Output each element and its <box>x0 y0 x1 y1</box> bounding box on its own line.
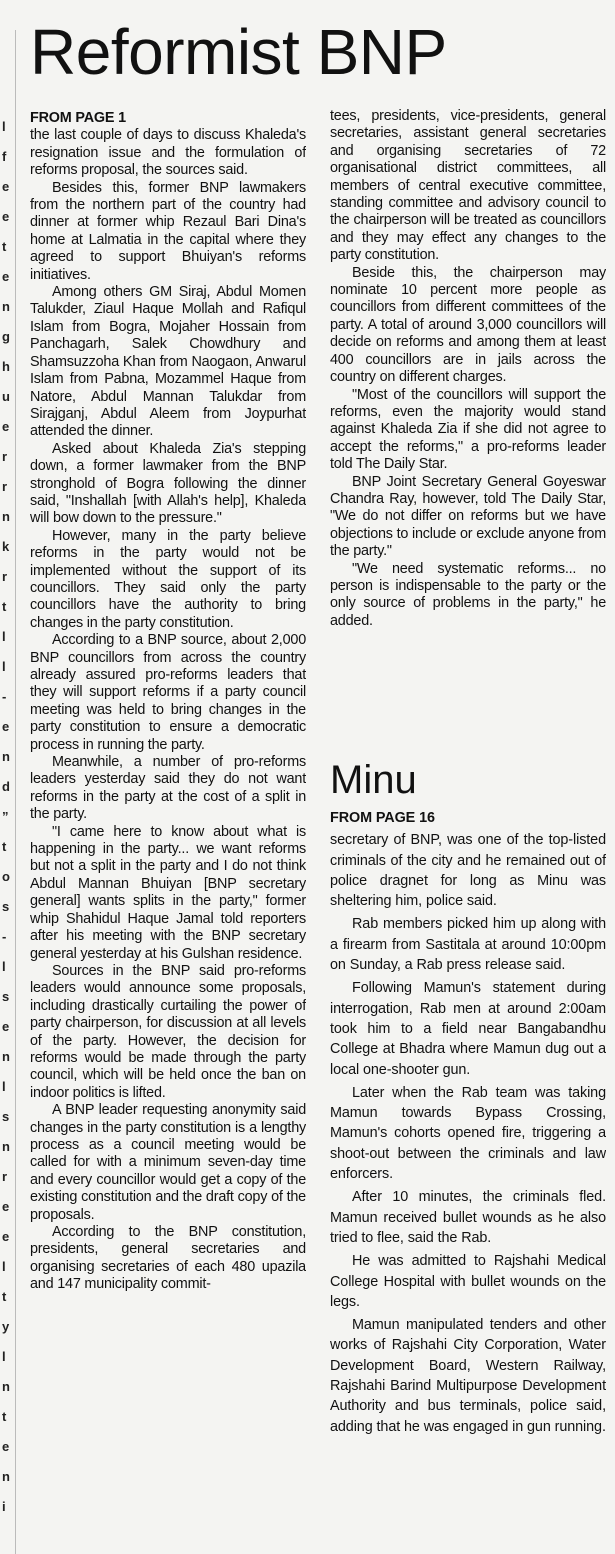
fragment-letter: l <box>2 1349 6 1364</box>
fragment-letter: e <box>2 1229 10 1244</box>
fragment-letter: r <box>2 569 8 584</box>
fragment-letter: t <box>2 239 7 254</box>
fragment-letter: n <box>2 1379 10 1394</box>
fragment-letter: u <box>2 389 10 404</box>
paragraph: He was admitted to Rajshahi Medical College Hospital with bullet wounds on the legs. <box>330 1253 606 1310</box>
headline-reformist-bnp: Reformist BNP <box>30 16 447 88</box>
paragraph: "I came here to know about what is happening in the party... we want reforms but not a split in the party and I do not think Abdul Mannan Bhuiyan [BNP secretary general] wants splits in the party," former whip Shahidul Haque Jamal told reporters after his meeting with the BNP secretary general yesterday at his Gulshan residence. <box>30 823 306 962</box>
fragment-letter: - <box>2 929 7 944</box>
fragment-letter: e <box>2 1019 10 1034</box>
fragment-letter: n <box>2 299 10 314</box>
fragment-letter: e <box>2 1199 10 1214</box>
paragraph: After 10 minutes, the criminals fled. Mamun received bullet wounds as he also tried to flee, said the Rab. <box>330 1189 606 1246</box>
column-divider <box>15 30 16 1554</box>
fragment-letter: t <box>2 839 7 854</box>
paragraph: Following Mamun's statement during interrogation, Rab men at around 2:00am took him to a field near Bangabandhu College at Bhadra where Mamun dug out a local one-shooter gun. <box>330 980 606 1078</box>
paragraph: BNP Joint Secretary General Goyeswar Chandra Ray, however, told The Daily Star, "We do not differ on reforms but we have objections to include or exclude anyone from the party." <box>330 473 606 560</box>
fragment-letter: l <box>2 629 6 644</box>
article2-body <box>330 830 606 1437</box>
paragraph: Among others GM Siraj, Abdul Momen Talukder, Ziaul Haque Mollah and Rafiqul Islam from Bogra, Mojaher Hossain from Panchagarh, Salek Chowdhury and Shamsuzzoha Khan from Naogaon, Anwarul Islam from Pabna, Mozammel Haque from Natore, Abdul Mannan Talukdar from Sirajganj, Abdul Aleem from Joypurhat attended the dinner. <box>30 284 306 440</box>
paragraph: "We need systematic reforms... no person is indispensable to the party or the only source of problems in the party," he added. <box>330 560 606 629</box>
paragraph: A BNP leader requesting anonymity said changes in the party constitution is a lengthy process as a council meeting would be called for with a minimum seven-day time and every councillor would get a copy of the existing constitution and the draft copy of the proposals. <box>30 1102 306 1223</box>
paragraph: Beside this, the chairperson may nominate 10 percent more people as councillors from different committees of the party. A total of around 3,000 councillors will decide on reforms and among them at least 400 councillors are in jails across the country on different charges. <box>330 264 606 386</box>
paragraph: However, many in the party believe reforms in the party would not be implemented without the support of its councillors. They said only the party councillors have the authority to bring changes in the party constitution. <box>30 527 306 631</box>
fragment-letter: e <box>2 209 10 224</box>
fragment-letter: n <box>2 1049 10 1064</box>
paragraph: Asked about Khaleda Zia's stepping down, a former lawmaker from the BNP stronghold of Bogra following the dinner said, "Inshallah [with Allah's help], Khaleda will bow down to the pressure." <box>30 440 306 527</box>
fragment-letter: e <box>2 419 10 434</box>
fragment-letter: y <box>2 1319 10 1334</box>
adjacent-column-fragment <box>0 0 14 1554</box>
article1-body-part2 <box>330 108 606 630</box>
fragment-letter: l <box>2 1259 6 1274</box>
fragment-letter: l <box>2 659 6 674</box>
fragment-letter: t <box>2 1289 7 1304</box>
fragment-letter: t <box>2 1409 7 1424</box>
fragment-letter: n <box>2 509 10 524</box>
fragment-letter: n <box>2 749 10 764</box>
paragraph: According to a BNP source, about 2,000 BNP councillors from across the country already assured pro-reforms leaders that they will support reforms if a party council meeting was held to bring changes in the party constitution to ensure a democratic process in running the party. <box>30 632 306 753</box>
fragment-letter: f <box>2 149 7 164</box>
fragment-letter: t <box>2 599 7 614</box>
paragraph: Sources in the BNP said pro-reforms leaders would announce some proposals, including drastically curtailing the power of party chairperson, for discussion at all levels of the party. However, the decision for reforms would be made through the party council, which will be held once the ban on indoor politics is lifted. <box>30 962 306 1101</box>
fragment-letter: r <box>2 479 8 494</box>
fragment-letter: - <box>2 689 7 704</box>
fragment-letter: l <box>2 1079 6 1094</box>
fragment-letter: e <box>2 719 10 734</box>
fragment-letter: d <box>2 779 10 794</box>
paragraph: According to the BNP constitution, presidents, general secretaries and organising secretaries of each 480 upazila and 147 municipality commit- <box>30 1224 306 1293</box>
fragment-letter: n <box>2 1139 10 1154</box>
article1-body-part1 <box>30 127 306 1293</box>
paragraph: tees, presidents, vice-presidents, general secretaries, assistant general secretaries and organising secretaries of 72 organisational district committees, all members of central executive committee, standing committee and advisory council to the chairperson will be treated as councillors and they may effect any changes to the party constitution. <box>330 108 606 264</box>
fragment-letter: s <box>2 989 10 1004</box>
paragraph: Mamun manipulated tenders and other works of Rajshahi City Corporation, Water Development Board, Western Railway, Rajshahi Barind Multipurpose Development Authority and bus terminals, police said, adding that he was engaged in gun running. <box>330 1317 606 1435</box>
fragment-letter: e <box>2 179 10 194</box>
paragraph: secretary of BNP, was one of the top-listed criminals of the city and he remained out of police dragnet for long as Minu was sheltering him, police said. <box>330 832 606 910</box>
paragraph: Rab members picked him up along with a firearm from Sastitala at around 10:00pm on Sunday, a Rab press release said. <box>330 916 606 974</box>
jump-line-from-page-16: FROM PAGE 16 <box>330 810 435 826</box>
fragment-letter: l <box>2 119 6 134</box>
fragment-letter: h <box>2 359 10 374</box>
headline-minu: Minu <box>330 760 417 802</box>
fragment-letter: g <box>2 329 10 344</box>
paragraph: "Most of the councillors will support the reforms, even the majority would stand against Khaleda Zia if she did not agree to accept the reforms," a pro-reforms leader told The Daily Star. <box>330 386 606 473</box>
fragment-letter: l <box>2 959 6 974</box>
jump-line-from-page-1: FROM PAGE 1 <box>30 110 126 126</box>
fragment-letter: o <box>2 869 10 884</box>
article2-minu <box>330 760 606 1554</box>
paragraph: Besides this, former BNP lawmakers from the northern part of the country had dinner at former whip Rezaul Bari Dina's home at Lalmatia in the capital where they agreed to support Bhuiyan's reforms initiatives. <box>30 179 306 283</box>
article1-column-1 <box>30 110 306 1554</box>
fragment-letter: n <box>2 1469 10 1484</box>
fragment-letter: r <box>2 449 8 464</box>
fragment-letter: r <box>2 1169 8 1184</box>
fragment-letter: s <box>2 899 10 914</box>
paragraph: the last couple of days to discuss Khaleda's resignation issue and the formulation of reforms proposal, the sources said. <box>30 127 306 179</box>
fragment-letter: e <box>2 269 10 284</box>
fragment-letter: e <box>2 1439 10 1454</box>
paragraph: Later when the Rab team was taking Mamun towards Bypass Crossing, Mamun's cohorts opened fire, triggering a shoot-out between the criminals and law enforcers. <box>330 1084 606 1183</box>
fragment-letter: s <box>2 1109 10 1124</box>
fragment-letter: ” <box>2 809 9 824</box>
paragraph: Meanwhile, a number of pro-reforms leaders yesterday said they do not want reforms in the party at the cost of a split in the party. <box>30 754 306 823</box>
fragment-letter: i <box>2 1499 6 1514</box>
fragment-letter: k <box>2 539 10 554</box>
